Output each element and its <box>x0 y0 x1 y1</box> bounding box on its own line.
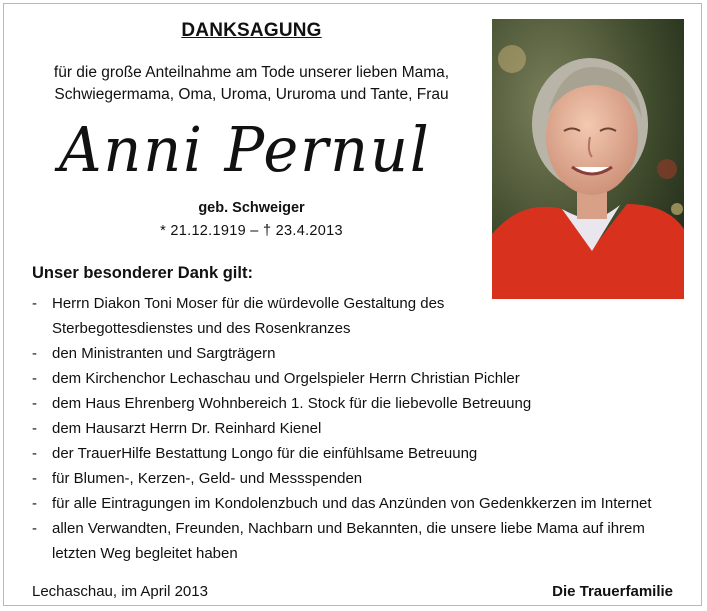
list-item <box>32 491 692 516</box>
intro-line: Schwiegermama, Oma, Uroma, Ururoma und Tante, Frau <box>54 86 449 103</box>
heading: DANKSAGUNG <box>181 20 322 41</box>
list-item <box>32 516 692 566</box>
list-dash: - <box>32 495 37 512</box>
obituary-card <box>3 3 702 606</box>
life-dates: * 21.12.1919 – † 23.4.2013 <box>160 223 343 239</box>
list-item-text: den Ministranten und Sargträgern <box>52 345 276 362</box>
list-item-continuation: letzten Weg begleitet haben <box>52 545 238 562</box>
footer-place-date: Lechaschau, im April 2013 <box>32 583 208 600</box>
list-item <box>32 466 692 491</box>
list-dash: - <box>32 295 37 312</box>
list-dash: - <box>32 395 37 412</box>
list-item <box>32 366 692 391</box>
list-item <box>32 416 692 441</box>
list-item-text: dem Kirchenchor Lechaschau und Orgelspieler Herrn Christian Pichler <box>52 370 520 387</box>
thanks-heading: Unser besonderer Dank gilt: <box>32 264 253 282</box>
list-item <box>32 391 692 416</box>
list-dash: - <box>32 470 37 487</box>
list-item-text: dem Hausarzt Herrn Dr. Reinhard Kienel <box>52 420 322 437</box>
list-item-continuation: Sterbegottesdienstes und des Rosenkranzes <box>52 320 351 337</box>
list-item <box>32 291 692 341</box>
portrait-illustration <box>492 19 684 299</box>
list-item-text: dem Haus Ehrenberg Wohnbereich 1. Stock für die liebevolle Betreuung <box>52 395 532 412</box>
list-dash: - <box>32 420 37 437</box>
list-item-text: Herrn Diakon Toni Moser für die würdevolle Gestaltung des <box>52 295 445 312</box>
intro-line: für die große Anteilnahme am Tode unserer lieben Mama, <box>53 64 450 81</box>
maiden-name: geb. Schweiger <box>198 200 305 216</box>
list-item-text: allen Verwandten, Freunden, Nachbarn und Bekannten, die unsere liebe Mama auf ihrem <box>52 520 645 537</box>
list-dash: - <box>32 370 37 387</box>
intro-text <box>4 62 499 106</box>
portrait-photo <box>492 19 684 299</box>
thanks-list <box>32 291 692 566</box>
deceased-name-block <box>59 110 459 190</box>
list-dash: - <box>32 445 37 462</box>
footer-signature: Die Trauerfamilie <box>552 583 673 600</box>
deceased-name: Anni Pernul <box>59 113 431 186</box>
list-dash: - <box>32 345 37 362</box>
list-dash: - <box>32 520 37 537</box>
list-item <box>32 441 692 466</box>
list-item-text: für alle Eintragungen im Kondolenzbuch und das Anzünden von Gedenkkerzen im Internet <box>52 495 652 512</box>
list-item-text: für Blumen-, Kerzen-, Geld- und Messspenden <box>52 470 363 487</box>
list-item-text: der TrauerHilfe Bestattung Longo für die einfühlsame Betreuung <box>52 445 478 462</box>
list-item <box>32 341 692 366</box>
